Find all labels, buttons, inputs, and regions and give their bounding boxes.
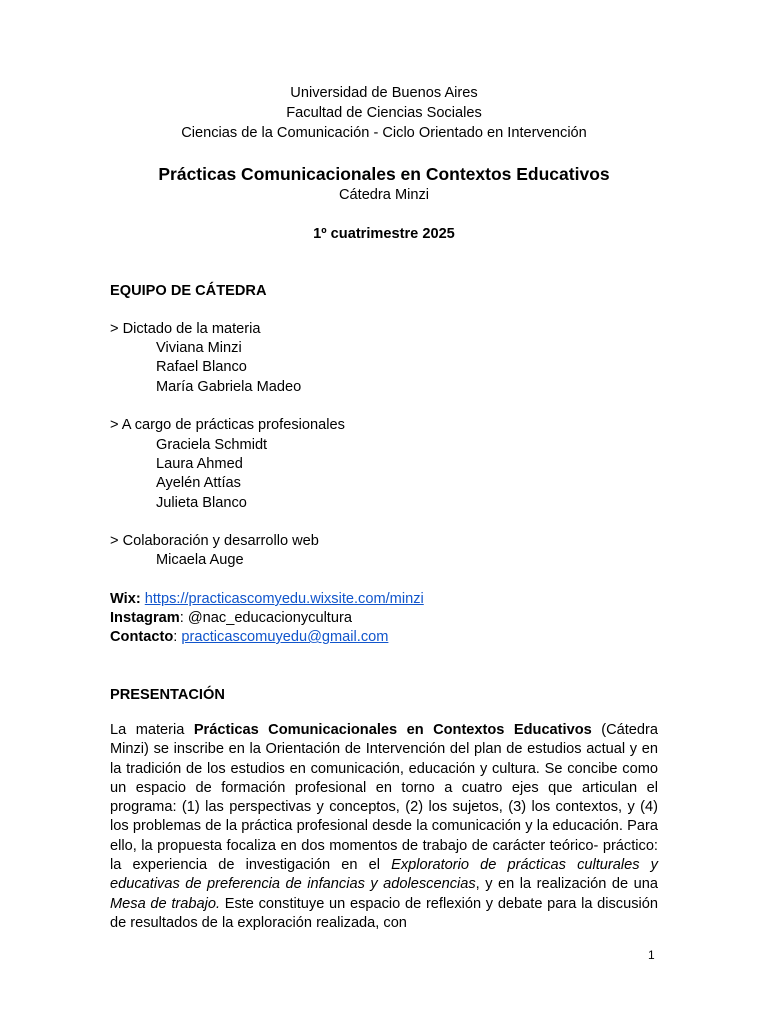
exploratory-title: Exploratorio de prácticas culturales y educativas de preferencia de infancias y adolescencias (110, 857, 658, 893)
program-name: Ciencias de la Comunicación - Ciclo Orientado en Intervención (181, 125, 587, 141)
member-name: Rafael Blanco (156, 359, 247, 375)
course-name-bold: Prácticas Comunicacionales en Contextos Educativos (193, 722, 592, 738)
instagram-line (110, 609, 352, 628)
wix-link[interactable]: https://practicascomyedu.wixsite.com/minzi (144, 591, 424, 607)
group-label-practices: > A cargo de prácticas profesionales (110, 417, 345, 433)
paragraph-text: Este constituye un espacio de reflexión y debate para la discusión de resultados de la exploración realizada, con (110, 895, 658, 931)
paragraph-text: , y en la realización de una (475, 876, 658, 893)
member-name: Viviana Minzi (156, 340, 242, 356)
university-name: Universidad de Buenos Aires (290, 85, 478, 101)
member-name: Ayelén Attías (156, 475, 241, 491)
contact-email-link[interactable]: practicascomuyedu@gmail.com (181, 629, 389, 645)
wix-label: Wix: (110, 591, 141, 607)
term-label: 1º cuatrimestre 2025 (313, 226, 455, 242)
paragraph-text: La materia (110, 722, 194, 738)
presentation-paragraph (110, 721, 658, 933)
work-table-title: Mesa de trabajo. (110, 895, 221, 912)
presentation-heading: PRESENTACIÓN (110, 687, 225, 703)
page-number: 1 (648, 948, 655, 962)
member-name: Laura Ahmed (156, 456, 243, 472)
contact-line (110, 628, 388, 647)
contact-label: Contacto (110, 629, 174, 645)
member-name: Micaela Auge (156, 552, 244, 568)
course-title: Prácticas Comunicacionales en Contextos Educativos (158, 164, 610, 184)
contact-separator: : (173, 629, 182, 645)
faculty-name: Facultad de Ciencias Sociales (286, 105, 482, 121)
group-label-teaching: > Dictado de la materia (110, 321, 261, 337)
chair-name: Cátedra Minzi (338, 187, 430, 203)
team-heading: EQUIPO DE CÁTEDRA (110, 283, 267, 299)
instagram-handle: : @nac_educacionycultura (179, 610, 352, 626)
instagram-label: Instagram (110, 610, 180, 626)
paragraph-text: (Cátedra Minzi) se inscribe en la Orientación de Intervención del plan de estudios actual y en la tradición de los estudios en comunicación, educación y cultura. Se concibe como un espacio de formación profesional en torno a cuatro ejes que articulan el programa: (1) las perspectivas y conceptos, (2) los sujetos, (3) los contextos, y (4) los problemas de la práctica profesional desde la comunicación y la educación. Para ello, la propuesta focaliza en dos momentos de trabajo de carácter teórico- práctico: la experiencia de investigación en el (110, 722, 658, 874)
member-name: María Gabriela Madeo (156, 379, 302, 395)
member-name: Graciela Schmidt (156, 437, 268, 453)
group-label-web: > Colaboración y desarrollo web (110, 533, 319, 549)
member-name: Julieta Blanco (156, 495, 247, 511)
wix-line (110, 590, 424, 609)
